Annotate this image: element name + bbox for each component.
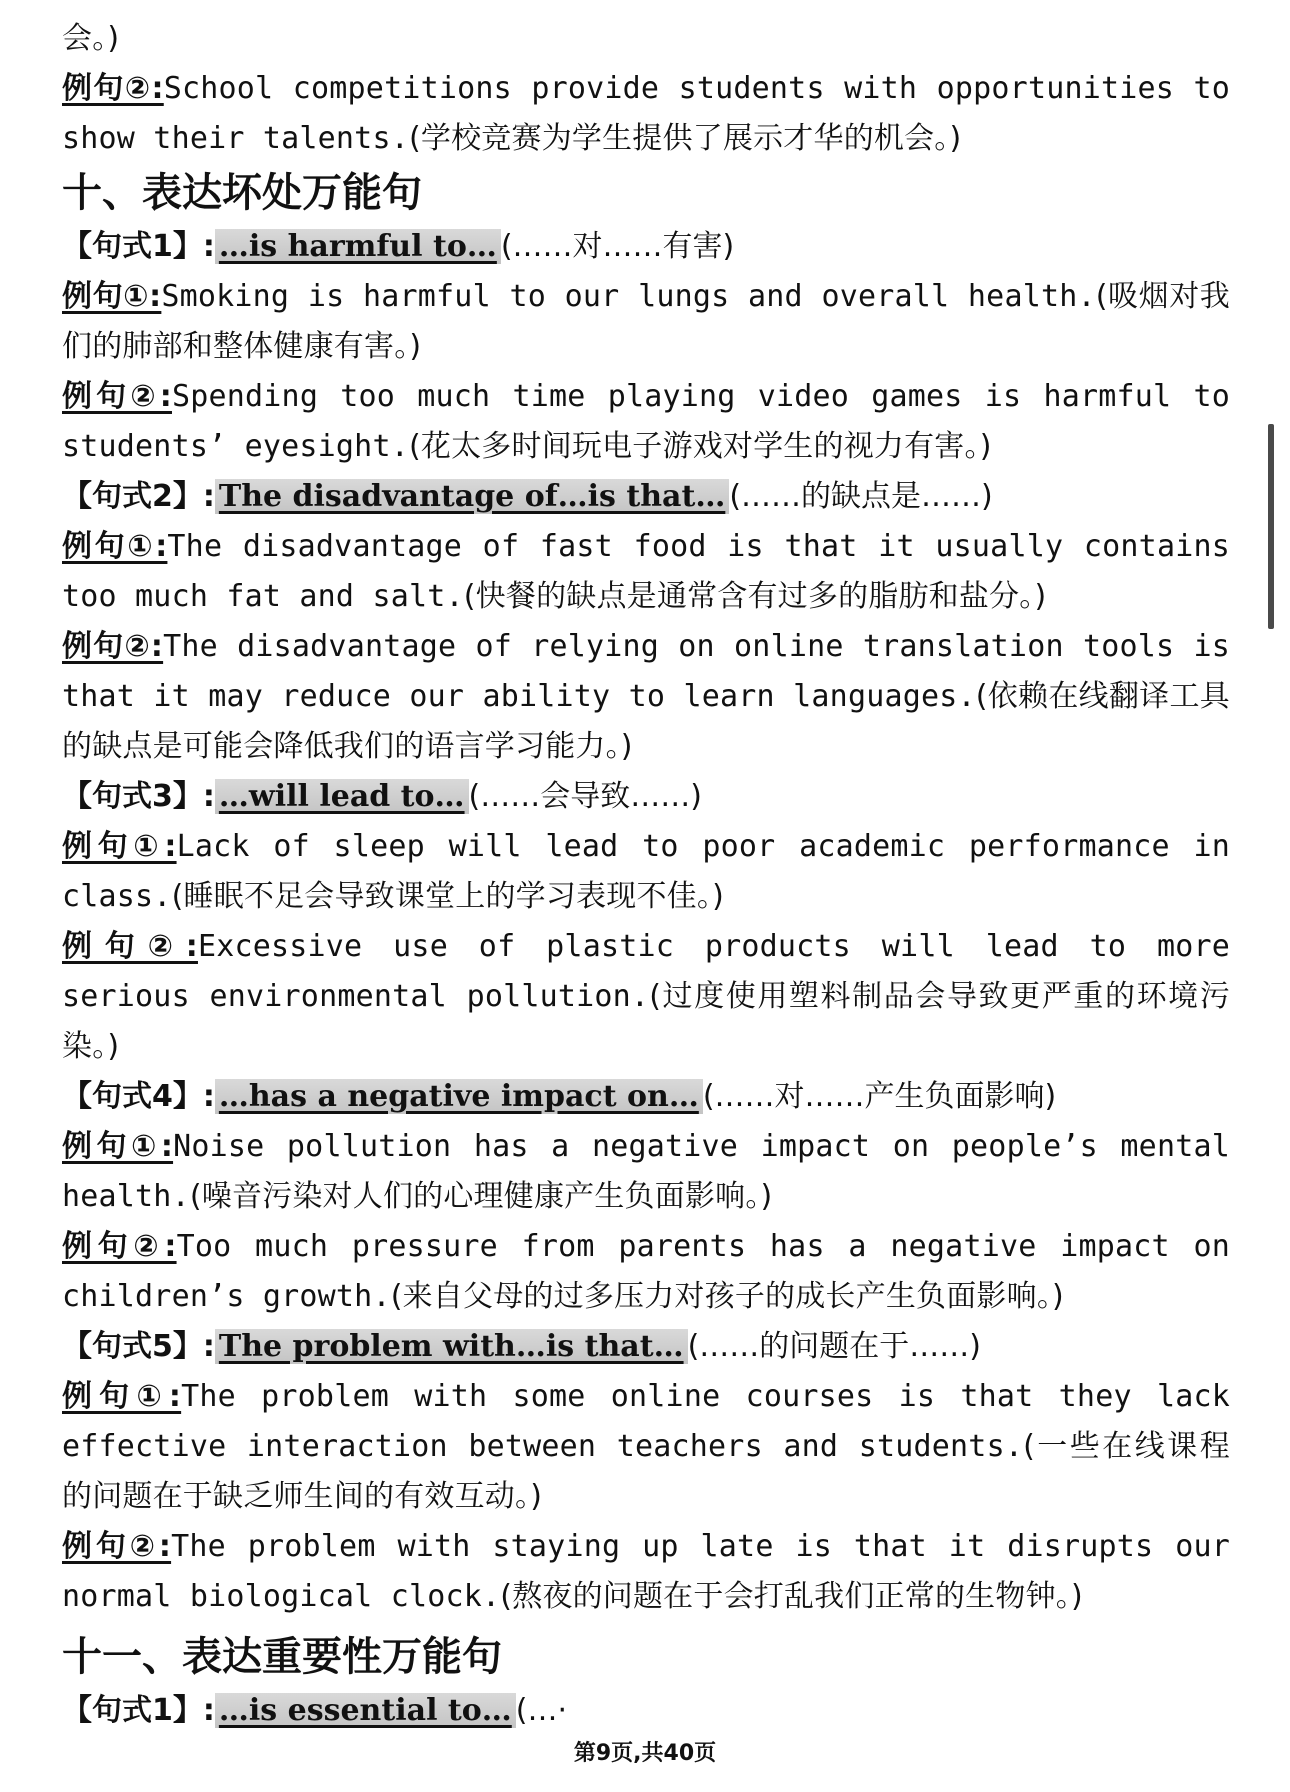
- example-label: 例句①:: [62, 1379, 182, 1414]
- example-sentence: [62, 622, 1249, 772]
- example-label: 例句①:: [62, 529, 168, 564]
- pattern-row: [62, 1072, 1230, 1122]
- example-english: School competitions provide students with opportunities to show their talents.: [62, 71, 1249, 156]
- example-english: Too much pressure from parents has a negative impact on children’s growth.: [62, 1229, 1249, 1314]
- example-sentence: [62, 64, 1249, 164]
- pattern-meaning: (…·: [515, 1693, 568, 1728]
- example-chinese: (花太多时间玩电子游戏对学生的视力有害。): [408, 429, 992, 464]
- example-sentence: [62, 822, 1249, 922]
- scrollbar-thumb[interactable]: [1268, 424, 1274, 629]
- example-chinese: (噪音污染对人们的心理健康产生负面影响。): [189, 1179, 773, 1214]
- pattern-expression: The disadvantage of…is that…: [215, 479, 729, 514]
- example-label: 例句②:: [62, 71, 164, 106]
- section-heading-importance: 十一、表达重要性万能句: [62, 1634, 502, 1680]
- example-chinese: (过度使用塑料制品会导致更严重的环境污染。): [62, 979, 1230, 1064]
- example-sentence: [62, 922, 1249, 1072]
- pattern-tag: 【句式5】:: [62, 1329, 215, 1364]
- example-chinese: (来自父母的过多压力对孩子的成长产生负面影响。): [390, 1279, 1064, 1314]
- example-chinese: (学校竞赛为学生提供了展示才华的机会。): [408, 121, 962, 156]
- example-sentence: [62, 272, 1230, 372]
- pattern-list: [62, 222, 1249, 1622]
- example-label: 例句②:: [62, 629, 164, 664]
- page-number: 第9页,共40页: [573, 1741, 717, 1766]
- pattern-row: [62, 772, 1230, 822]
- pattern-row: [62, 222, 1230, 272]
- example-chinese: (一些在线课程的问题在于缺乏师生间的有效互动。): [62, 1429, 1230, 1514]
- pattern-meaning: (……的问题在于……): [687, 1329, 981, 1364]
- example-label: 例句②:: [62, 1529, 172, 1564]
- pattern-tag: 【句式3】:: [62, 779, 215, 814]
- pattern-row: [62, 1322, 1230, 1372]
- example-label: 例句①:: [62, 279, 162, 314]
- pattern-expression: …has a negative impact on…: [215, 1079, 703, 1114]
- example-english: Noise pollution has a negative impact on people’s mental health.: [62, 1129, 1249, 1214]
- example-sentence: [62, 522, 1249, 622]
- pattern-tag: 【句式1】:: [62, 1693, 215, 1728]
- pattern-expression: The problem with…is that…: [215, 1329, 688, 1364]
- example-chinese: (睡眠不足会导致课堂上的学习表现不佳。): [171, 879, 724, 914]
- example-label: 例句①:: [62, 829, 177, 864]
- example-english: The disadvantage of relying on online translation tools is that it may reduce our ability to learn languages.: [62, 629, 1249, 714]
- example-english: Lack of sleep will lead to poor academic performance in class.: [62, 829, 1249, 914]
- pattern-row: [62, 472, 1230, 522]
- continued-text: 会。): [62, 21, 120, 56]
- example-sentence: [62, 1372, 1249, 1522]
- example-english: The problem with staying up late is that it disrupts our normal biological clock.: [62, 1529, 1249, 1614]
- example-chinese: (快餐的缺点是通常含有过多的脂肪和盐分。): [463, 579, 1047, 614]
- page-content: [62, 14, 1249, 1736]
- example-sentence: [62, 1222, 1249, 1322]
- example-chinese: (吸烟对我们的肺部和整体健康有害。): [62, 279, 1230, 364]
- example-sentence: [62, 1122, 1249, 1222]
- example-label: 例句②:: [62, 379, 172, 414]
- example-label: 例句②:: [62, 929, 198, 964]
- section-heading-harm: 十、表达坏处万能句: [62, 170, 422, 216]
- example-english: Spending too much time playing video games is harmful to students’ eyesight.: [62, 379, 1249, 464]
- example-english: The problem with some online courses is that they lack effective interaction between teachers and students.: [62, 1379, 1249, 1464]
- pattern-expression: …is harmful to…: [215, 229, 501, 264]
- example-label: 例句①:: [62, 1129, 174, 1164]
- pattern-meaning: (……对……产生负面影响): [702, 1079, 1057, 1114]
- pattern-tag: 【句式4】:: [62, 1079, 215, 1114]
- example-sentence: [62, 372, 1249, 472]
- pattern-meaning: (……对……有害): [500, 229, 735, 264]
- example-english: The disadvantage of fast food is that it usually contains too much fat and salt.: [62, 529, 1249, 614]
- example-label: 例句②:: [62, 1229, 177, 1264]
- example-english: Smoking is harmful to our lungs and overall health.: [161, 279, 1096, 314]
- example-chinese: (熬夜的问题在于会打乱我们正常的生物钟。): [500, 1579, 1083, 1614]
- pattern-tag: 【句式1】:: [62, 229, 215, 264]
- pattern-expression: …is essential to…: [215, 1693, 516, 1728]
- pattern-expression: …will lead to…: [215, 779, 469, 814]
- example-sentence: [62, 1522, 1249, 1622]
- pattern-meaning: (……的缺点是……): [729, 479, 993, 514]
- pattern-meaning: (……会导致……): [468, 779, 702, 814]
- example-chinese: (依赖在线翻译工具的缺点是可能会降低我们的语言学习能力。): [62, 679, 1230, 764]
- example-english: Excessive use of plastic products will lead to more serious environmental pollution.: [62, 929, 1249, 1014]
- pattern-row: [62, 1686, 1230, 1736]
- pattern-tag: 【句式2】:: [62, 479, 215, 514]
